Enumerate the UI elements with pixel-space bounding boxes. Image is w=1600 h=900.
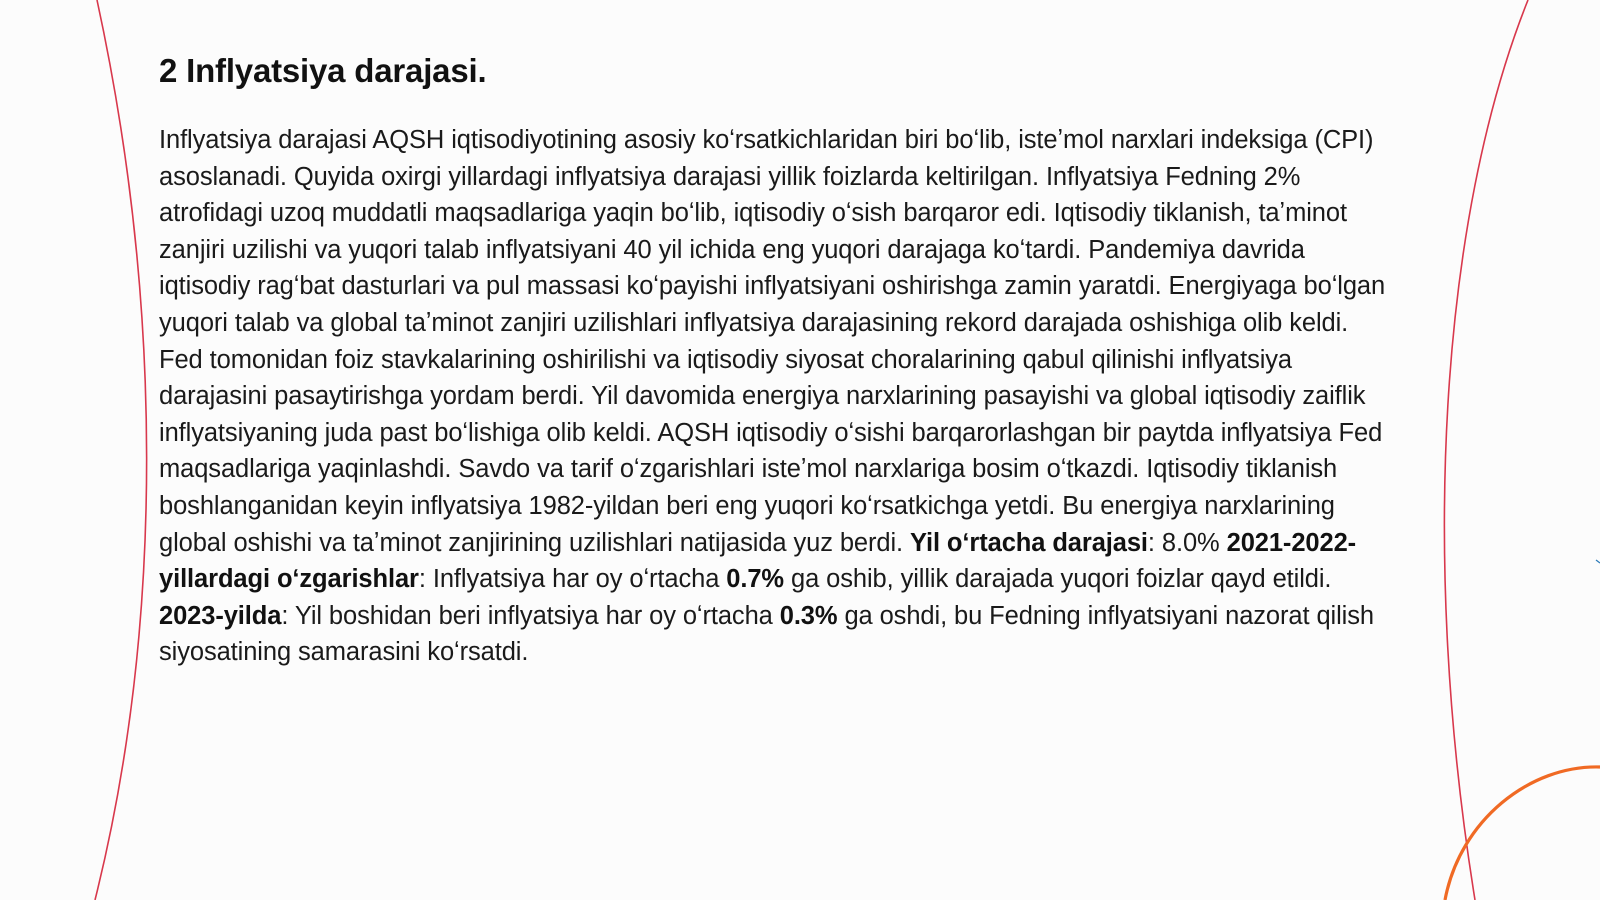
changes-2021-2022-tail: ga oshib, yillik darajada yuqori foizlar qayd etildi. <box>784 565 1332 594</box>
right-edge-tick <box>1596 560 1600 563</box>
average-rate-label: Yil oʻrtacha darajasi <box>910 528 1148 557</box>
year-2023-text: : Yil boshidan beri inflyatsiya har oy oʻrtacha <box>281 601 780 630</box>
right-decorative-arc <box>1444 0 1528 900</box>
year-2023-tail: ga oshdi, bu Fedning inflyatsiyani nazorat qilish siyosatining samarasini koʻrsatdi. <box>159 601 1374 667</box>
paragraph-intro: Inflyatsiya darajasi AQSH iqtisodiyotining asosiy koʻrsatkichlaridan biri boʻlib, isteʼmol narxlari indeksiga (CPI) asoslanadi. Quyida oxirgi yillardagi inflyatsiya darajasi yillik foizlarda keltirilgan. Inflyatsiya Fedning 2% atrofidagi uzoq muddatli maqsadlariga yaqin boʻlib, iqtisodiy oʻsish barqaror edi. Iqtisodiy tiklanish, taʼminot zanjiri uzilishi va yuqori talab inflyatsiyani 40 yil ichida eng yuqori darajaga koʻtardi. Pandemiya davrida iqtisodiy ragʻbat dasturlari va pul massasi koʻpayishi inflyatsiyani oshirishga zamin yaratdi. Energiyaga boʻlgan yuqori talab va global taʼminot zanjiri uzilishlari inflyatsiya darajasining rekord darajada oshishiga olib keldi. Fed tomonidan foiz stavkalarining oshirilishi va iqtisodiy siyosat choralarining qabul qilinishi inflyatsiya darajasini pasaytirishga yordam berdi. Yil davomida energiya narxlarining pasayishi va global iqtisodiy zaiflik inflyatsiyaning juda past boʻlishiga olib keldi. AQSH iqtisodiy oʻsishi barqarorlashgan bir paytda inflyatsiya Fed maqsadlariga yaqinlashdi. Savdo va tarif oʻzgarishlari isteʼmol narxlariga bosim oʻtkazdi. Iqtisodiy tiklanish boshlanganidan keyin inflyatsiya 1982-yildan beri eng yuqori koʻrsatkichga yetdi. Bu energiya narxlarining global oshishi va taʼminot zanjirining uzilishlari natijasida yuz berdi. <box>159 126 1386 557</box>
changes-2021-2022-label: 2021-2022-yillardagi oʻzgarishlar <box>159 528 1357 594</box>
left-decorative-arc <box>95 0 147 900</box>
slide-content <box>159 44 1389 671</box>
monthly-rate-2021-2022: 0.7% <box>726 565 785 594</box>
year-2023-label: 2023-yilda <box>159 601 282 630</box>
monthly-rate-2023: 0.3% <box>779 601 838 630</box>
changes-2021-2022-text: : Inflyatsiya har oy oʻrtacha <box>418 565 727 594</box>
body-paragraph <box>159 122 1389 671</box>
slide-title: 2 Inflyatsiya darajasi. <box>159 52 487 89</box>
orange-decorative-arc <box>1445 767 1600 900</box>
average-rate-value: : 8.0% <box>1147 528 1227 557</box>
